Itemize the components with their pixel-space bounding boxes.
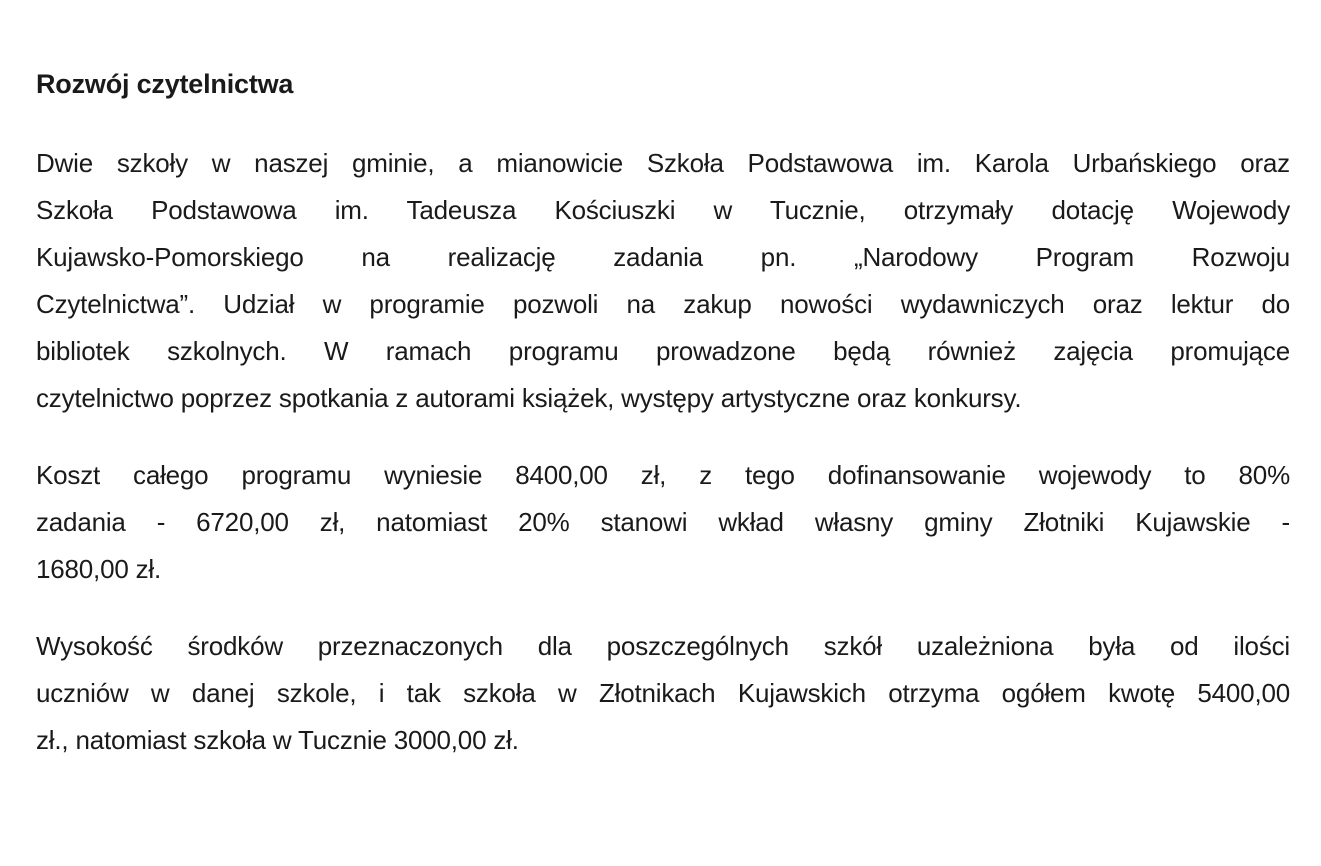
text-line: Czytelnictwa”. Udział w programie pozwoli na zakup nowości wydawniczych oraz lektur do (36, 289, 1290, 319)
text-line: Koszt całego programu wyniesie 8400,00 zł, z tego dofinansowanie wojewody to 80% (36, 460, 1290, 490)
text-line: 1680,00 zł. (36, 554, 162, 584)
text-line: bibliotek szkolnych. W ramach programu prowadzone będą również zajęcia promujące (36, 336, 1290, 366)
document-body (36, 140, 1290, 764)
paragraph (36, 623, 1290, 764)
paragraph (36, 452, 1290, 593)
text-line: Dwie szkoły w naszej gminie, a mianowicie Szkoła Podstawowa im. Karola Urbańskiego oraz (36, 148, 1290, 178)
text-line: uczniów w danej szkole, i tak szkoła w Złotnikach Kujawskich otrzyma ogółem kwotę 5400,00 (36, 678, 1290, 708)
paragraph (36, 140, 1290, 422)
text-line: czytelnictwo poprzez spotkania z autorami książek, występy artystyczne oraz konkursy. (36, 383, 1022, 413)
document-title: Rozwój czytelnictwa (36, 69, 294, 99)
text-line: zadania - 6720,00 zł, natomiast 20% stanowi wkład własny gminy Złotniki Kujawskie - (36, 507, 1290, 537)
text-line: zł., natomiast szkoła w Tucznie 3000,00 zł. (36, 725, 519, 755)
text-line: Wysokość środków przeznaczonych dla poszczególnych szkół uzależniona była od ilości (36, 631, 1290, 661)
text-line: Kujawsko-Pomorskiego na realizację zadania pn. „Narodowy Program Rozwoju (36, 242, 1290, 272)
text-line: Szkoła Podstawowa im. Tadeusza Kościuszki w Tucznie, otrzymały dotację Wojewody (36, 195, 1290, 225)
